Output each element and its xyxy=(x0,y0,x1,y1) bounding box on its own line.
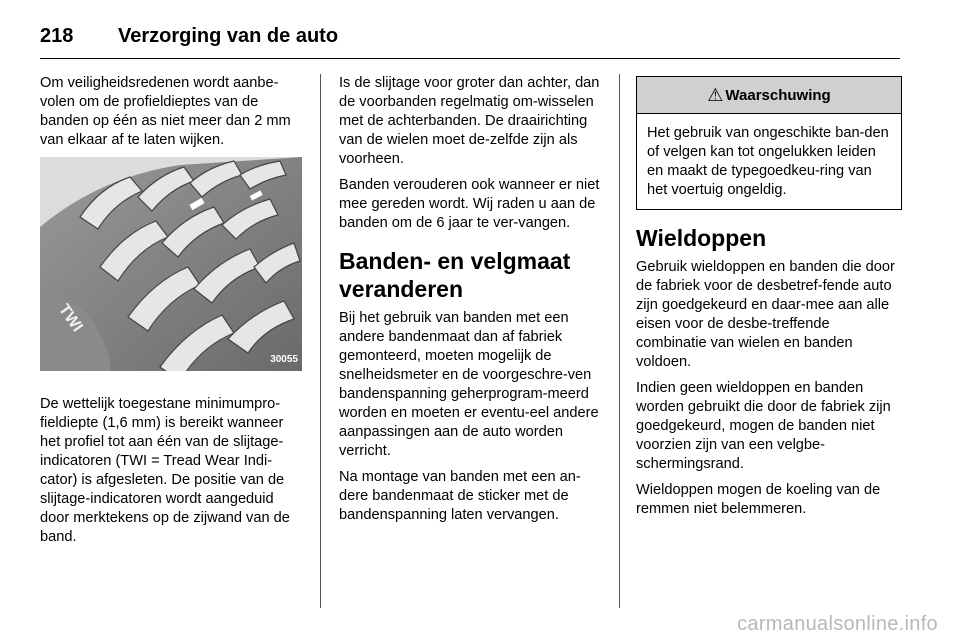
column-divider-1 xyxy=(320,74,321,608)
figure-code: 30055 xyxy=(270,354,298,365)
paragraph-profile-depth: Om veiligheidsredenen wordt aanbe-volen om de profieldieptes van de banden op één as niet meer dan 2 mm van elkaar af te laten wijken. xyxy=(40,75,291,148)
watermark: carmanualsonline.info xyxy=(737,613,938,635)
header-divider xyxy=(40,58,900,59)
warning-text: Het gebruik van ongeschikte ban-den of velgen kan tot ongelukken leiden en maakt de typegoedkeu-ring van het voertuig ongeldig. xyxy=(647,125,889,198)
twi-label: TWI xyxy=(54,301,86,336)
column-left xyxy=(40,74,302,554)
paragraph-minimum-depth: De wettelijk toegestane minimumpro-fieldiepte (1,6 mm) is bereikt wanneer het profiel tot aan één van de slijtage-indicatoren (TWI = Tread Wear Indi-cator) is afgesleten. De positie van de slijtage-indicatoren wordt aangeduid door merktekens op de zijwand van de band. xyxy=(40,396,290,545)
page-header xyxy=(40,16,900,56)
paragraph-hubcaps-rim: Indien geen wieldoppen en banden worden gebruikt die door de fabriek zijn goedgekeurd, mogen de banden niet voorzien zijn van een velgbe-schermingsrand. xyxy=(636,380,891,472)
warning-icon: ⚠ xyxy=(707,84,724,105)
column-middle xyxy=(339,74,604,532)
paragraph-rotation: Is de slijtage voor groter dan achter, dan de voorbanden regelmatig om-wisselen met de achterbanden. De draairichting van de wielen moet de-zelfde zijn als voorheen. xyxy=(339,75,600,167)
paragraph-aging: Banden verouderen ook wanneer er niet mee gereden wordt. Wij raden u aan de banden om de 6 jaar te ver-vangen. xyxy=(339,177,600,231)
warning-header xyxy=(637,77,901,114)
warning-box xyxy=(636,76,902,210)
paragraph-sticker: Na montage van banden met een an-dere bandenmaat de sticker met de bandenspanning laten vervangen. xyxy=(339,469,581,523)
paragraph-hubcaps-cooling: Wieldoppen mogen de koeling van de remmen niet belemmeren. xyxy=(636,482,881,517)
tire-tread-drawing xyxy=(40,157,302,371)
column-right xyxy=(636,76,902,526)
page-number: 218 xyxy=(40,24,74,47)
paragraph-size-change: Bij het gebruik van banden met een andere bandenmaat dan af fabriek gemonteerd, moeten mogelijk de snelheidsmeter en de voorgeschre-ven bandenspanning geherprogram-meerd worden en moeten er eventu-eel andere aanpassingen aan de auto worden verricht. xyxy=(339,310,599,459)
tire-tread-illustration xyxy=(40,157,302,371)
heading-hubcaps: Wieldoppen xyxy=(636,225,767,251)
page-title: Verzorging van de auto xyxy=(118,24,339,47)
paragraph-hubcaps-approved: Gebruik wieldoppen en banden die door de fabriek voor de desbetref-fende auto zijn goedgekeurd en daar-mee aan alle eisen voor de desbe-treffende combinatie van wielen en banden voldoen. xyxy=(636,259,895,370)
warning-title: Waarschuwing xyxy=(725,86,831,104)
heading-size-change: Banden- en velgmaat veranderen xyxy=(339,248,571,302)
column-divider-2 xyxy=(619,74,620,608)
